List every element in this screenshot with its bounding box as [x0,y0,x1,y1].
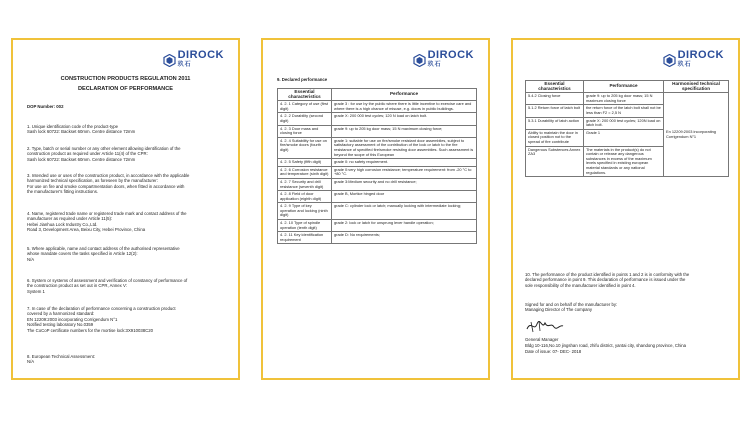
performance-cell: grade 1: suitable for use on fire/smoke resistant door assemblies, subject to satisfactory assessment of the contribution of the lock or latch to the fire resistance of specified fire/smoke resisting door assemblies. Such assessment is beyond the scope of this European [332,137,477,158]
issue-date: Date of issue: 07- DEC- 2018 [525,349,582,354]
table-row [278,178,477,190]
table-row [278,220,477,232]
table-row [278,191,477,203]
declaration-title: DECLARATION OF PERFORMANCE [78,86,173,92]
table-row [278,203,477,220]
table-row [278,101,477,113]
characteristic-cell: 4. 2. 6 Corrosion resistance and temperature (sixth digit) [278,166,332,178]
declared-performance-table [277,88,477,244]
characteristic-cell: 4. 2. 5 Safety (fifth digit) [278,159,332,167]
table-row [278,113,477,125]
performance-cell: grade C: cylinder lock or latch; manually locking with intermediate locking; [332,203,477,220]
signature-image [525,318,565,334]
section-4: 4. Name, registered trade name or registered trade mark and contact address of the manufacturer as required under Article 11(5): Hebei Jianhua Lock Industry Co.,Ltd. Road 3, Development Area, Beixu City, Hebei Province, China [27,211,187,233]
logo-wordmark: DIROCK 玖石 [677,49,724,68]
performance-cell: grade 0: no safety requirement. [332,159,477,167]
document-page-2 [261,38,490,380]
characteristic-cell: 4. 2. 2 Durability (second digit) [278,113,332,125]
characteristic-cell: 4. 2. 4 Suitability for use on fire/smoke doors (fourth digit) [278,137,332,158]
characteristic-cell: 4. 2. 11 Key identification requirement [278,232,332,244]
section-7: 7. In case of the declaration of performance concerning a construction product covered by a harmonized standard: EN 12209:2003 incorporating Corrigendum N°1 Notified testing laboratory No.0359 The CoCoP certificate numbers for the mortise lock:3X910038C20 [27,306,176,333]
document-page-3 [511,38,740,380]
characteristic-cell: 4. 2. 3 Door mass and closing force [278,125,332,137]
performance-cell: grade B, Mortice hinged door [332,191,477,203]
characteristic-cell: Dangerous Substences Annex ZA3 [526,146,584,177]
performance-cell: grade D: No requirements; [332,232,477,244]
characteristic-cell: 5.4.2 Closing force [526,93,584,105]
harmonised-spec-table [525,80,729,177]
signed-by-text: Signed for and on behalf of the manufacturer by: Managing Director of The company [525,302,618,313]
table-header-row [526,81,729,93]
section-1: 1. Unique identification code of the product-type Sash lock 60722: Backset 60mm. Centre distance 72mm [27,124,136,135]
characteristic-cell: 4. 2. 7 Security and drill resistance (seventh digit) [278,178,332,190]
section-6: 6. System or systems of assessment and verification of constancy of performance of the construction product as set out in CPR, Annex V: System 1 [27,278,188,294]
characteristic-cell: 5.3.1 Durability of latch action [526,117,584,129]
performance-cell: grade X: 200 000 test cycles; 120 N load on latch bolt. [332,113,477,125]
table-row [278,159,477,167]
dirock-logo [413,50,474,70]
company-address: Bldg 10-116,No.10 jingshan road, zhifu district, yantai city, shandong province, China [525,343,687,348]
dop-number: DOP Number: 002 [27,104,64,109]
column-header: Performance [584,81,664,93]
section-3: 3. Intended use or uses of the construction product, in accordance with the applicable harmonized technical specification, as foreseen by the manufacturer: For use on fire and smoke compartmentation doors, when fitted in accordance with the manufacturer's fitting instructions. [27,173,190,195]
table-row [278,137,477,158]
dirock-logo-icon [413,54,426,67]
signatory-title: General Manager [525,337,559,342]
column-header: Performance [332,89,477,101]
performance-cell: grade 0:very high corrosion resistance; temperature requirement: from -20 °C to +80 °C. [332,166,477,178]
column-header: Essential characteristics [278,89,332,101]
column-header: Harmonised technical specification [664,81,729,93]
performance-cell: Grade 1 [584,129,664,146]
column-header: Essential characteristics [526,81,584,93]
characteristic-cell: 4. 2. 8 Field of door application (eighth digit) [278,191,332,203]
performance-cell: grade 9: up to 205 kg door mass; 15 N maximum closing force; [332,125,477,137]
regulation-title: CONSTRUCTION PRODUCTS REGULATION 2011 [60,76,191,82]
performance-cell: grade X: 200 000 test cycles; 120N load on latch bolt. [584,117,664,129]
characteristic-cell: 4. 2. 9 Type of key operation and locking (ninth digit) [278,203,332,220]
table-row [278,232,477,244]
document-page-1 [11,38,240,380]
logo-wordmark: DIROCK 玖石 [177,49,224,68]
performance-cell: grade 9: up to 205 kg door mass; 15 N maximum closing force [584,93,664,105]
declared-performance-heading: 9. Declared performance [277,77,328,82]
section-10: 10. The performance of the product identified in points 1 and 2 is in conformity with the declared performance in point 9. This declaration of performance is issued under the sole responsibility of the manufacturer identified in point 4. [525,272,690,288]
dirock-logo [163,50,224,70]
section-5: 5. Where applicable, name and contact address of the authorised representative whose mandate covers the tasks specified in Article 12(2): N/A [27,246,180,262]
dirock-logo-icon [663,54,676,67]
table-row [278,125,477,137]
characteristic-cell: Ability to maintain the door in closed position not to the spread of fire contribute [526,129,584,146]
table-row [526,93,729,105]
dirock-logo [663,50,724,70]
logo-wordmark: DIROCK 玖石 [427,49,474,68]
characteristic-cell: 5.1.2 Return force of latch bolt [526,105,584,117]
performance-cell: the return force of the latch bolt shall not be less than F2 = 2,5 N [584,105,664,117]
performance-cell: grade 2: lock or latch for unsprung lever handle operation; [332,220,477,232]
dirock-logo-icon [163,54,176,67]
characteristic-cell: 4. 2. 1 Category of use (first digit) [278,101,332,113]
section-8: 8. European Technical Assessment: N/A [27,354,95,365]
table-row [278,166,477,178]
spec-cell: En 12209:2003 incorporating Corrigendum N°1 [664,93,729,177]
performance-cell: grade 3 : for use by the public where there is little incentive to exercise care and where there is a high chance of misuse, e.g. doors in public buildings. [332,101,477,113]
characteristic-cell: 4. 2. 10 Type of spindle operation (tenth digit) [278,220,332,232]
section-2: 2. Type, batch or serial number or any other element allowing identification of the construction product as required under Article 11(4) of the CPR: Sash lock 60722: Backset 60mm. Centre distance 72mm [27,146,181,162]
table-header-row [278,89,477,101]
performance-cell: The materials in the product(s) do not contain or release any dangerous substances in excess of the maximum levels specified in existing european material standards or any national regulations. [584,146,664,177]
performance-cell: grade 3:Medium security and no drill resistance; [332,178,477,190]
